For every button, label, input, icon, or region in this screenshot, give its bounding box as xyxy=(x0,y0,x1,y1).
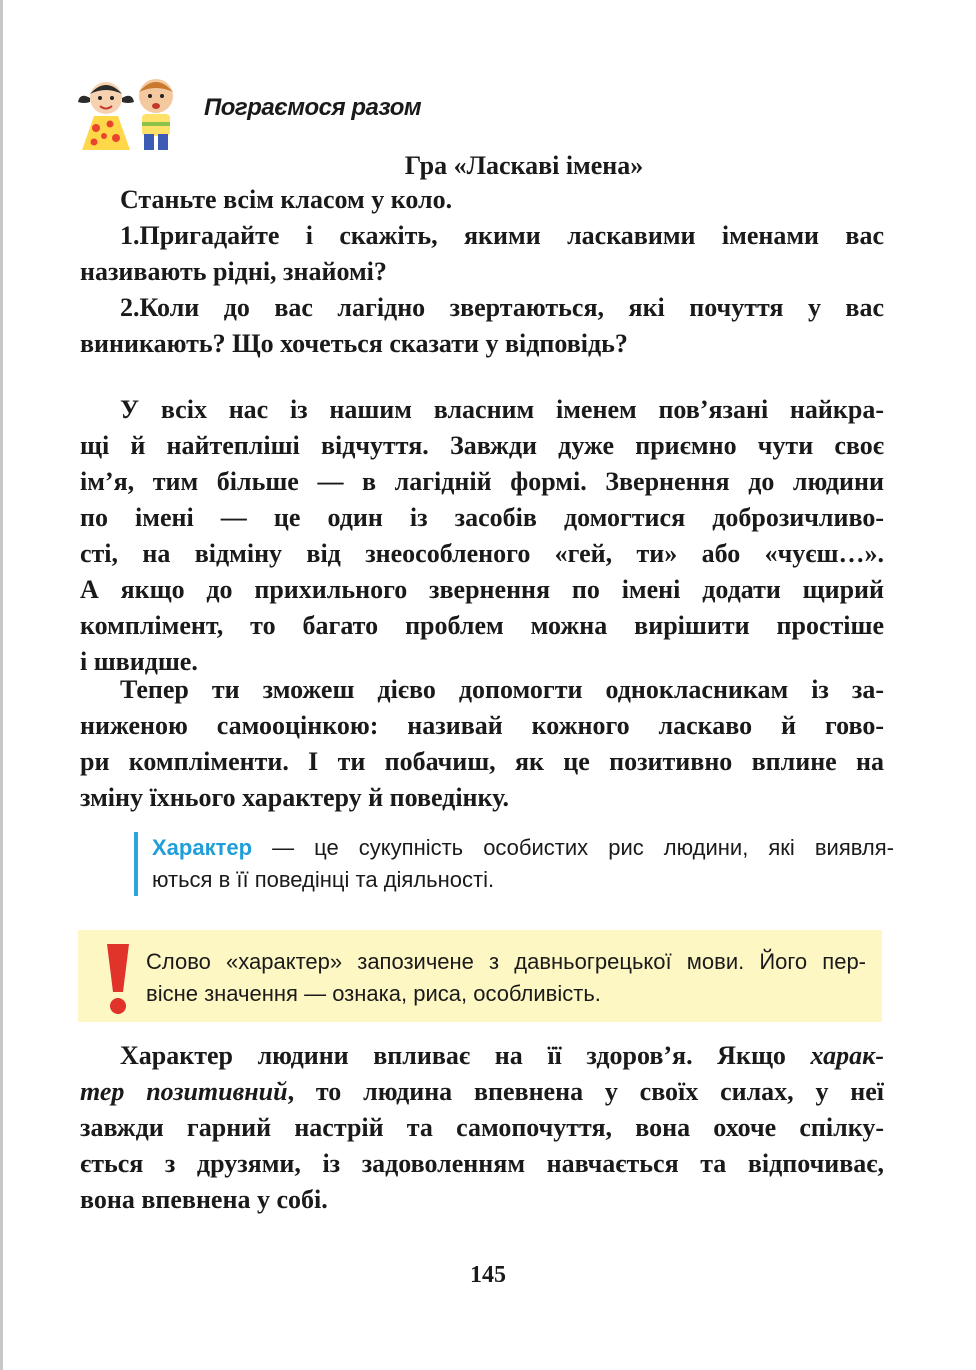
para2-line: зміну їхнього характеру й поведінку. xyxy=(80,783,510,812)
note-line-1: Слово «характер» запозичене з давньогрецької мови. Його пер- xyxy=(146,949,866,974)
para1-line: по імені — це один із засобів домогтися доброзичливо- xyxy=(80,503,884,532)
definition-line-2: ються в її поведінці та діяльності. xyxy=(152,867,495,892)
para1-line: А якщо до прихильного звернення по імені додати щирий xyxy=(80,575,884,604)
para2-line: Тепер ти зможеш дієво допомогти однокласникам із за- xyxy=(120,675,884,704)
para3-text: Характер людини впливає на її здоров’я. Якщо xyxy=(120,1041,811,1070)
para1-line: щі й найтепліші відчуття. Завжди дуже приємно чути своє xyxy=(80,431,884,460)
definition-line-1 xyxy=(152,832,894,864)
note-text xyxy=(146,946,866,1010)
para1-line: комплімент, то багато проблем можна вирішити простіше xyxy=(80,611,884,640)
para3-line xyxy=(80,1074,884,1110)
question-2-line-2: виникають? Що хочеться сказати у відповідь? xyxy=(80,329,628,358)
para3-line xyxy=(80,1038,884,1074)
definition-term: Характер xyxy=(152,835,253,860)
para3-line: ється з друзями, із задоволенням навчається та відпочиває, xyxy=(80,1149,884,1178)
question-2 xyxy=(80,290,884,326)
game-instructions xyxy=(80,182,884,362)
question-1 xyxy=(80,218,884,254)
para1-line: сті, на відміну від знеособленого «гей, ти» або «чуєш…». xyxy=(80,539,884,568)
para2-line: ри компліменти. І ти побачиш, як це позитивно вплине на xyxy=(80,747,884,776)
definition-text: — це сукупність особистих рис людини, які виявля- xyxy=(252,835,894,860)
paragraph-1 xyxy=(80,392,884,680)
note-box xyxy=(78,930,882,1022)
para3-emphasis: тер позитивний xyxy=(80,1077,288,1106)
paragraph-2 xyxy=(80,672,884,816)
para3-emphasis: харак- xyxy=(810,1041,884,1070)
definition-box xyxy=(134,832,894,896)
para3-line: вона впевнена у собі. xyxy=(80,1185,328,1214)
question-2-line-1: 2.Коли до вас лагідно звертаються, які почуття у вас xyxy=(120,293,884,322)
note-line-2: вісне значення — ознака, риса, особливість. xyxy=(146,981,601,1006)
children-illustration xyxy=(76,72,188,152)
para2-line: ниженою самооцінкою: називай кожного ласкаво й гово- xyxy=(80,711,884,740)
game-intro: Станьте всім класом у коло. xyxy=(120,185,453,214)
para1-line: У всіх нас із нашим власним іменем пов’язані найкра- xyxy=(120,395,884,424)
question-1-line-2: називають рідні, знайомі? xyxy=(80,257,387,286)
para1-line: і швидше. xyxy=(80,647,198,676)
para1-line: ім’я, тим більше — в лагідній формі. Звернення до людини xyxy=(80,467,884,496)
para3-line: завжди гарний настрій та самопочуття, вона охоче спілку- xyxy=(80,1113,884,1142)
section-title: Пограємося разом xyxy=(204,94,422,121)
page-number: 145 xyxy=(470,1262,506,1288)
paragraph-3 xyxy=(80,1038,884,1218)
game-title: Гра «Ласкаві імена» xyxy=(404,151,644,180)
exclamation-icon xyxy=(98,940,138,1016)
question-1-line-1: 1.Пригадайте і скажіть, якими ласкавими іменами вас xyxy=(120,221,884,250)
para3-text: , то людина впевнена у своїх силах, у неї xyxy=(287,1077,885,1106)
